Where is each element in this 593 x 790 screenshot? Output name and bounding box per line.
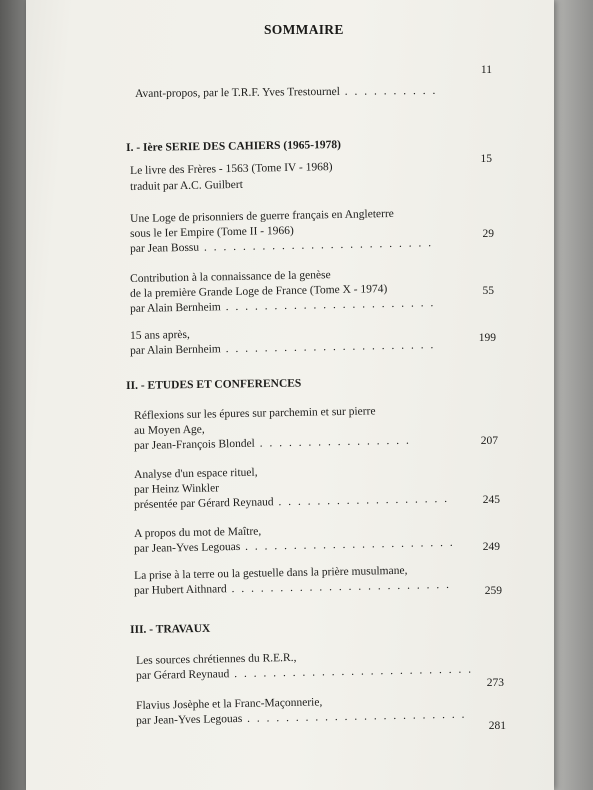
entry-10-page: 281 [488,720,506,732]
entry-4-page: 199 [478,332,496,344]
entry-6-line-2: par Heinz Winkler [134,482,220,496]
entry-5-line-2: au Moyen Age, [134,423,205,437]
entry-2-line-2: sous le Ier Empire (Tome II - 1966) [130,224,294,240]
entry-1-page: 15 [480,153,492,165]
entry-7-page: 249 [482,541,500,553]
entry-6-line-3: présentée par Gérard Reynaud . . . . . . . . . . . . . . . . . . [134,492,450,511]
entry-9-line-2: par Gérard Reynaud . . . . . . . . . . . . . . . . . . . . . . . . . [136,663,474,682]
entry-8-line-2: par Hubert Aithnard . . . . . . . . . . . . . . . . . . . . . . . [134,578,452,597]
entry-9-line-1: Les sources chrétiennes du R.E.R., [136,651,297,667]
entry-4-line-1: 15 ans après, [130,328,190,342]
entry-10-line-2: par Jean-Yves Legouas . . . . . . . . . . . . . . . . . . . . . . . [136,708,467,727]
entry-5-line-3: par Jean-François Blondel . . . . . . . . . . . . . . . . [134,434,411,452]
entry-3-line-1: Contribution à la connaissance de la genèse [130,269,331,285]
entry-6-page: 245 [482,494,500,506]
entry-8-page: 259 [484,585,502,597]
avant-propos-line: Avant-propos, par le T.R.F. Yves Trestournel . . . . . . . . . . [135,84,438,100]
page-title: SOMMAIRE [264,22,344,37]
entry-2-line-1: Une Loge de prisonniers de guerre français en Angleterre [130,207,394,225]
entry-2-page: 29 [482,228,494,240]
entry-6-line-1: Analyse d'un espace rituel, [134,466,258,481]
entry-3-page: 55 [482,285,494,297]
entry-1-line-1: Le livre des Frères - 1563 (Tome IV - 1968) [130,161,333,177]
entry-7-line-2: par Jean-Yves Legouas . . . . . . . . . . . . . . . . . . . . . . [134,536,455,555]
entry-5-line-1: Réflexions sur les épures sur parchemin et sur pierre [134,405,376,422]
entry-3-line-3: par Alain Bernheim . . . . . . . . . . . . . . . . . . . . . . [130,297,436,315]
entry-3-line-2: de la première Grande Loge de France (Tome X - 1974) [130,283,388,300]
entry-4-line-2: par Alain Bernheim . . . . . . . . . . . . . . . . . . . . . . [130,339,436,357]
avant-propos-page: 11 [480,64,492,76]
entry-9-page: 273 [486,677,504,689]
entry-8-line-1: La prise à la terre ou la gestuelle dans la prière musulmane, [134,564,408,582]
entry-1-line-2: traduit par A.C. Guilbert [130,178,243,193]
entry-7-line-1: A propos du mot de Maître, [134,525,262,540]
entry-10-line-1: Flavius Josèphe et la Franc-Maçonnerie, [136,696,323,712]
section-heading-3: III. - TRAVAUX [130,622,211,636]
entry-2-line-3: par Jean Bossu . . . . . . . . . . . . . . . . . . . . . . . . [130,237,434,255]
section-heading-1: I. - Ière SERIE DES CAHIERS (1965-1978) [126,139,341,154]
section-heading-2: II. - ETUDES ET CONFERENCES [126,377,302,392]
page-content [26,0,554,790]
book-page [26,0,554,790]
entry-5-page: 207 [480,435,498,447]
